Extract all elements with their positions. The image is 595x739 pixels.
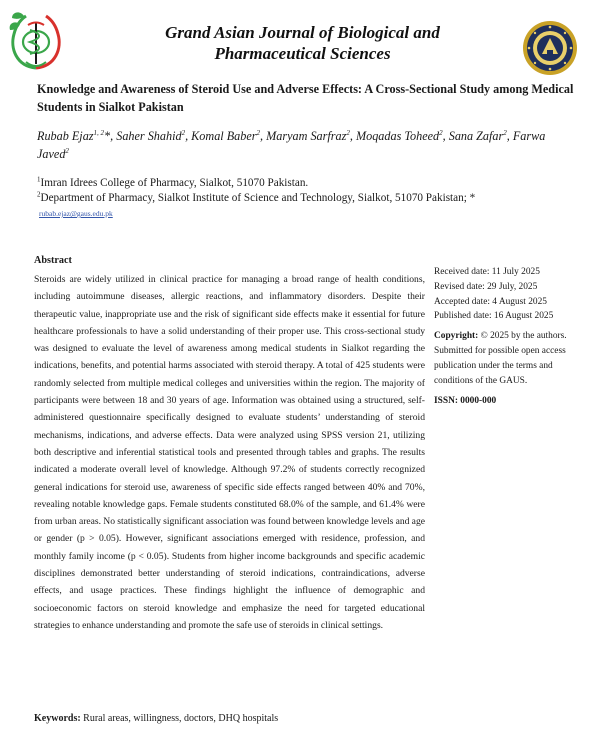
article-info-sidebar [434, 265, 586, 409]
author: Farwa Javed$^2$ [37, 129, 546, 161]
author-list [37, 127, 577, 163]
paper-title: Knowledge and Awareness of Steroid Use and Adverse Effects: A Cross-Sectional Study among Medical Students in Sialkot Pakistan [37, 82, 574, 114]
keywords-text: Rural areas, willingness, doctors, DHQ hospitals [80, 713, 279, 724]
published-date: Published date: 16 August 2025 [434, 311, 554, 322]
abstract-body: Steroids are widely utilized in clinical practice for managing a broad range of health conditions, including autoimmune diseases, allergic reactions, and inflammatory disorders. Despite their therapeutic value, inappropriate use and the risk of significant side effects make it essential for future healthcare professionals to have a solid understanding of their proper use. This cross-sectional study was designed to evaluate the level of awareness among medical students in Sialkot regarding the indications, benefits, and potential harms associated with steroid therapy. A total of 425 students were randomly selected from multiple medical colleges and universities within the region. The majority of participants were between 18 and 30 years of age. Information was obtained using a structured, self-administered questionnaire specifically designed to evaluate students’ understanding of steroid mechanisms, indications, and adverse effects. Data were analyzed using SPSS version 21, utilizing both descriptive and inferential statistical tools and presented through tables and graphs. The results indicated a moderate overall level of knowledge. Although 97.2% of students correctly recognized general indications for steroid use, awareness of specific side effects ranged between 40% and 70%, revealing notable knowledge gaps. Female students constituted 68.0% of the sample, and 61.4% were from urban areas. No statistically significant association was found between knowledge levels and age or gender (p > 0.05). However, significant associations emerged with residence, profession, and monthly family income (p < 0.05). Students from higher income backgrounds and specific academic disciplines demonstrated better understanding of steroid indications, contraindications, adverse effects, and usage practices. These findings highlight the influence of demographic and socioeconomic factors on steroid knowledge and emphasize the need for targeted educational strategies to enhance understanding and promote the safe use of steroids in clinical settings. [34, 274, 425, 631]
author: Moqadas Toheed$^2$, [355, 128, 449, 143]
issn: ISSN: 0000-000 [434, 396, 497, 407]
journal-title: Grand Asian Journal of Biological and Pharmaceutical Sciences [165, 23, 440, 63]
copyright-label: Copyright: [434, 331, 479, 342]
received-date: Received date: 11 July 2025 [434, 267, 540, 277]
university-seal-icon [522, 20, 578, 76]
journal-logo-icon [6, 8, 66, 74]
author: Rubab Ejaz$^{1, 2}$*, [37, 128, 117, 143]
copyright-notice: Copyright: © 2025 by the authors. Submitted for possible open access publication under the terms and conditions of the GAUS. [434, 331, 567, 386]
accepted-date: Accepted date: 4 August 2025 [434, 296, 547, 307]
affiliation-1: $^1$Imran Idrees College of Pharmacy, Sialkot, 51070 Pakistan. [37, 175, 309, 189]
affiliations [37, 176, 582, 206]
corresponding-email-link[interactable]: rubab.ejaz@gaus.edu.pk [39, 209, 113, 218]
abstract-heading: Abstract [34, 255, 72, 266]
revised-date: Revised date: 29 July, 2025 [434, 281, 538, 292]
keywords-label: Keywords: [34, 713, 81, 724]
keywords [34, 713, 278, 724]
affiliation-2: $^2$Department of Pharmacy, Sialkot Institute of Science and Technology, Sialkot, 51070 Pakistan; * [37, 190, 476, 204]
author: Maryam Sarfraz$^2$, [266, 128, 356, 143]
author: Saher Shahid$^2$, [116, 128, 192, 143]
author: Sana Zafar$^2$, [448, 128, 513, 143]
author: Komal Baber$^2$, [191, 128, 267, 143]
